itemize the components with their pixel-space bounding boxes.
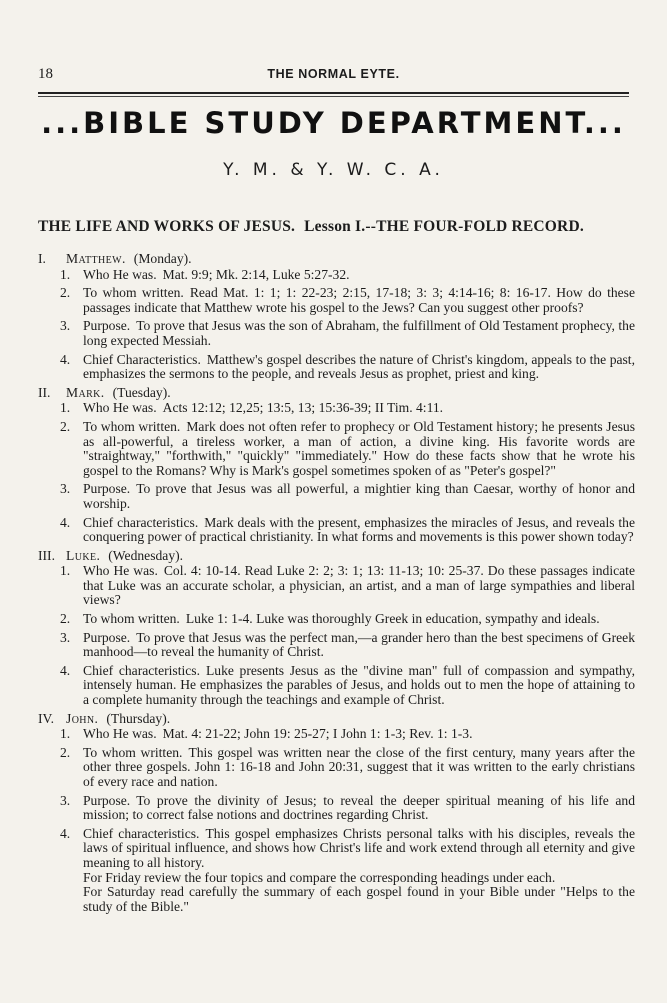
item-label: Who He was.: [83, 563, 158, 579]
list-item: [38, 420, 635, 478]
section-heading: [38, 386, 635, 401]
list-item: [38, 286, 635, 315]
item-label: Purpose.: [83, 629, 131, 645]
item-label: Purpose.: [83, 481, 131, 497]
item-text: This gospel was written near the close of the first century, many years after the other three gospels. John 1: 16-18 and John 20:31, suggest that it was written to the early christians of every race and nation.: [83, 744, 635, 789]
list-item: [38, 827, 635, 871]
item-label: To whom written.: [83, 418, 181, 434]
section-matthew: [38, 252, 635, 382]
item-text: Matthew's gospel describes the nature of Christ's kingdom, appeals to the past, emphasizes the sermons to the people, and reveals Jesus as prophet, priest and king.: [83, 351, 635, 382]
list-item: [38, 319, 635, 348]
item-text: To prove that Jesus was the perfect man,—a grander hero than the best specimens of Greek manhood—to reveal the humanity of Christ.: [83, 629, 635, 660]
department-title: ...BIBLE STUDY DEPARTMENT...: [41, 106, 626, 140]
section-numeral: III.: [38, 547, 55, 563]
item-text: To prove that Jesus was all powerful, a mightier king than Caesar, worthy of honor and worship.: [83, 481, 635, 511]
item-text: Col. 4: 10-14. Read Luke 2: 2; 3: 1; 13: 11-13; 10: 25-37. Do these passages indicate that Luke was an accurate scholar, a physician, an artist, and a man of large sympathies and liberal views?: [83, 563, 635, 608]
list-item: [38, 516, 635, 545]
list-item: [38, 631, 635, 660]
item-number: 2.: [60, 418, 71, 434]
list-item: [38, 268, 635, 283]
item-number: 3.: [60, 629, 71, 645]
item-number: 3.: [60, 792, 71, 808]
item-label: Chief characteristics.: [83, 662, 200, 678]
section-name: Mark.: [66, 384, 105, 400]
item-number: 3.: [60, 318, 71, 334]
item-label: Purpose.: [83, 318, 131, 334]
list-item: [38, 482, 635, 511]
item-text: Read Mat. 1: 1; 1: 22-23; 2:15, 17-18; 3: 3; 4:14-16; 8: 16-17. How do these passages indicate that Matthew wrote his gospel to the Jews? Can you suggest other proofs?: [83, 285, 636, 315]
item-label: To whom written.: [83, 611, 180, 627]
lesson-series: THE LIFE AND WORKS OF JESUS.: [38, 218, 296, 235]
list-item: [38, 664, 635, 708]
section-day: (Monday).: [133, 251, 192, 266]
section-heading: [38, 549, 635, 564]
saturday-note: For Saturday read carefully the summary of each gospel found in your Bible under "Helps to the study of the Bible.": [83, 884, 635, 914]
item-number: 1.: [60, 563, 71, 579]
item-label: To whom written.: [83, 285, 184, 301]
list-item: [38, 353, 635, 382]
journal-title: THE NORMAL EYTE.: [267, 67, 400, 81]
item-number: 1.: [60, 266, 71, 282]
item-number: 2.: [60, 611, 71, 627]
section-day: (Thursday).: [106, 710, 171, 726]
page-number: 18: [38, 66, 53, 82]
item-number: 4.: [60, 351, 71, 367]
section-mark: [38, 386, 635, 545]
item-number: 1.: [60, 726, 71, 742]
item-label: Chief Characteristics.: [83, 351, 201, 367]
item-label: Who He was.: [83, 726, 157, 742]
item-label: Chief characteristics.: [83, 825, 200, 841]
item-text: To prove the divinity of Jesus; to reveal the deeper spiritual meaning of his life and mission; to correct false notions and doctrines regarding Christ.: [83, 792, 635, 823]
section-numeral: I.: [38, 251, 46, 266]
item-number: 1.: [60, 400, 71, 416]
item-text: This gospel emphasizes Christs personal talks with his disciples, reveals the laws of spiritual influence, and shows how Christ's life and work extend through all eternity and give meaning to all history.: [83, 825, 635, 870]
list-item: [38, 794, 635, 823]
lesson-body: [38, 252, 635, 914]
section-numeral: II.: [38, 384, 51, 400]
list-item: [38, 727, 635, 742]
section-name: John.: [66, 710, 99, 726]
running-head: [38, 66, 629, 84]
section-heading: [38, 252, 635, 267]
section-name: Luke.: [66, 547, 101, 563]
section-day: (Wednesday).: [108, 547, 184, 563]
header-rule-thick: [38, 92, 629, 94]
list-item: [38, 612, 635, 627]
item-number: 4.: [60, 825, 71, 841]
item-number: 4.: [60, 514, 71, 530]
list-item: [38, 746, 635, 790]
section-numeral: IV.: [38, 710, 54, 726]
lesson-title: Lesson I.--THE FOUR-FOLD RECORD.: [304, 218, 584, 235]
friday-note: For Friday review the four topics and compare the corresponding headings under each.: [83, 869, 556, 885]
item-label: To whom written.: [83, 744, 183, 760]
item-number: 2.: [60, 285, 71, 301]
item-number: 4.: [60, 662, 71, 678]
item-text: Mat. 9:9; Mk. 2:14, Luke 5:27-32.: [162, 266, 350, 282]
list-item: [38, 401, 635, 416]
section-heading: [38, 712, 635, 727]
header-rule-thin: [38, 96, 629, 97]
lesson-heading: [38, 218, 637, 236]
item-label: Who He was.: [83, 400, 157, 416]
item-text: Mat. 4: 21-22; John 19: 25-27; I John 1: 1-3; Rev. 1: 1-3.: [162, 726, 473, 742]
section-luke: [38, 549, 635, 708]
section-day: (Tuesday).: [112, 384, 171, 400]
item-text: Luke presents Jesus as the "divine man" full of compassion and sympathy, intensely human. He emphasizes the parables of Jesus, and holds out to men the hope of attaining to a complete humanity through the teachings and example of Christ.: [83, 662, 635, 708]
item-text: Mark deals with the present, emphasizes the miracles of Jesus, and reveals the conquering power of practical christianity. In what forms and movements is this power shown today?: [83, 514, 635, 545]
section-john: [38, 712, 635, 915]
item-text: Luke 1: 1-4. Luke was thoroughly Greek in education, sympathy and ideals.: [185, 611, 600, 627]
item-text: Acts 12:12; 12,25; 13:5, 13; 15:36-39; II Tim. 4:11.: [162, 400, 444, 416]
item-label: Chief characteristics.: [83, 514, 199, 530]
item-label: Who He was.: [83, 266, 157, 282]
list-item: [38, 564, 635, 608]
department-subtitle: Y. M. & Y. W. C. A.: [223, 160, 444, 180]
item-text: To prove that Jesus was the son of Abraham, the fulfillment of Old Testament prophecy, the long expected Messiah.: [83, 318, 635, 348]
item-label: Purpose.: [83, 792, 131, 808]
item-text: Mark does not often refer to prophecy or Old Testament history; he presents Jesus as all-powerful, a tireless worker, a man of action, a divine king. His favorite words are "straightway," "forthwith," "quickly" "immediately." How do these facts show that he wrote his gospel to the Romans? Why is Mark's gospel sometimes spoken of as "Peter's gospel?": [83, 418, 635, 478]
item-number: 3.: [60, 481, 71, 497]
section-name: Matthew.: [66, 251, 126, 266]
item-number: 2.: [60, 744, 71, 760]
